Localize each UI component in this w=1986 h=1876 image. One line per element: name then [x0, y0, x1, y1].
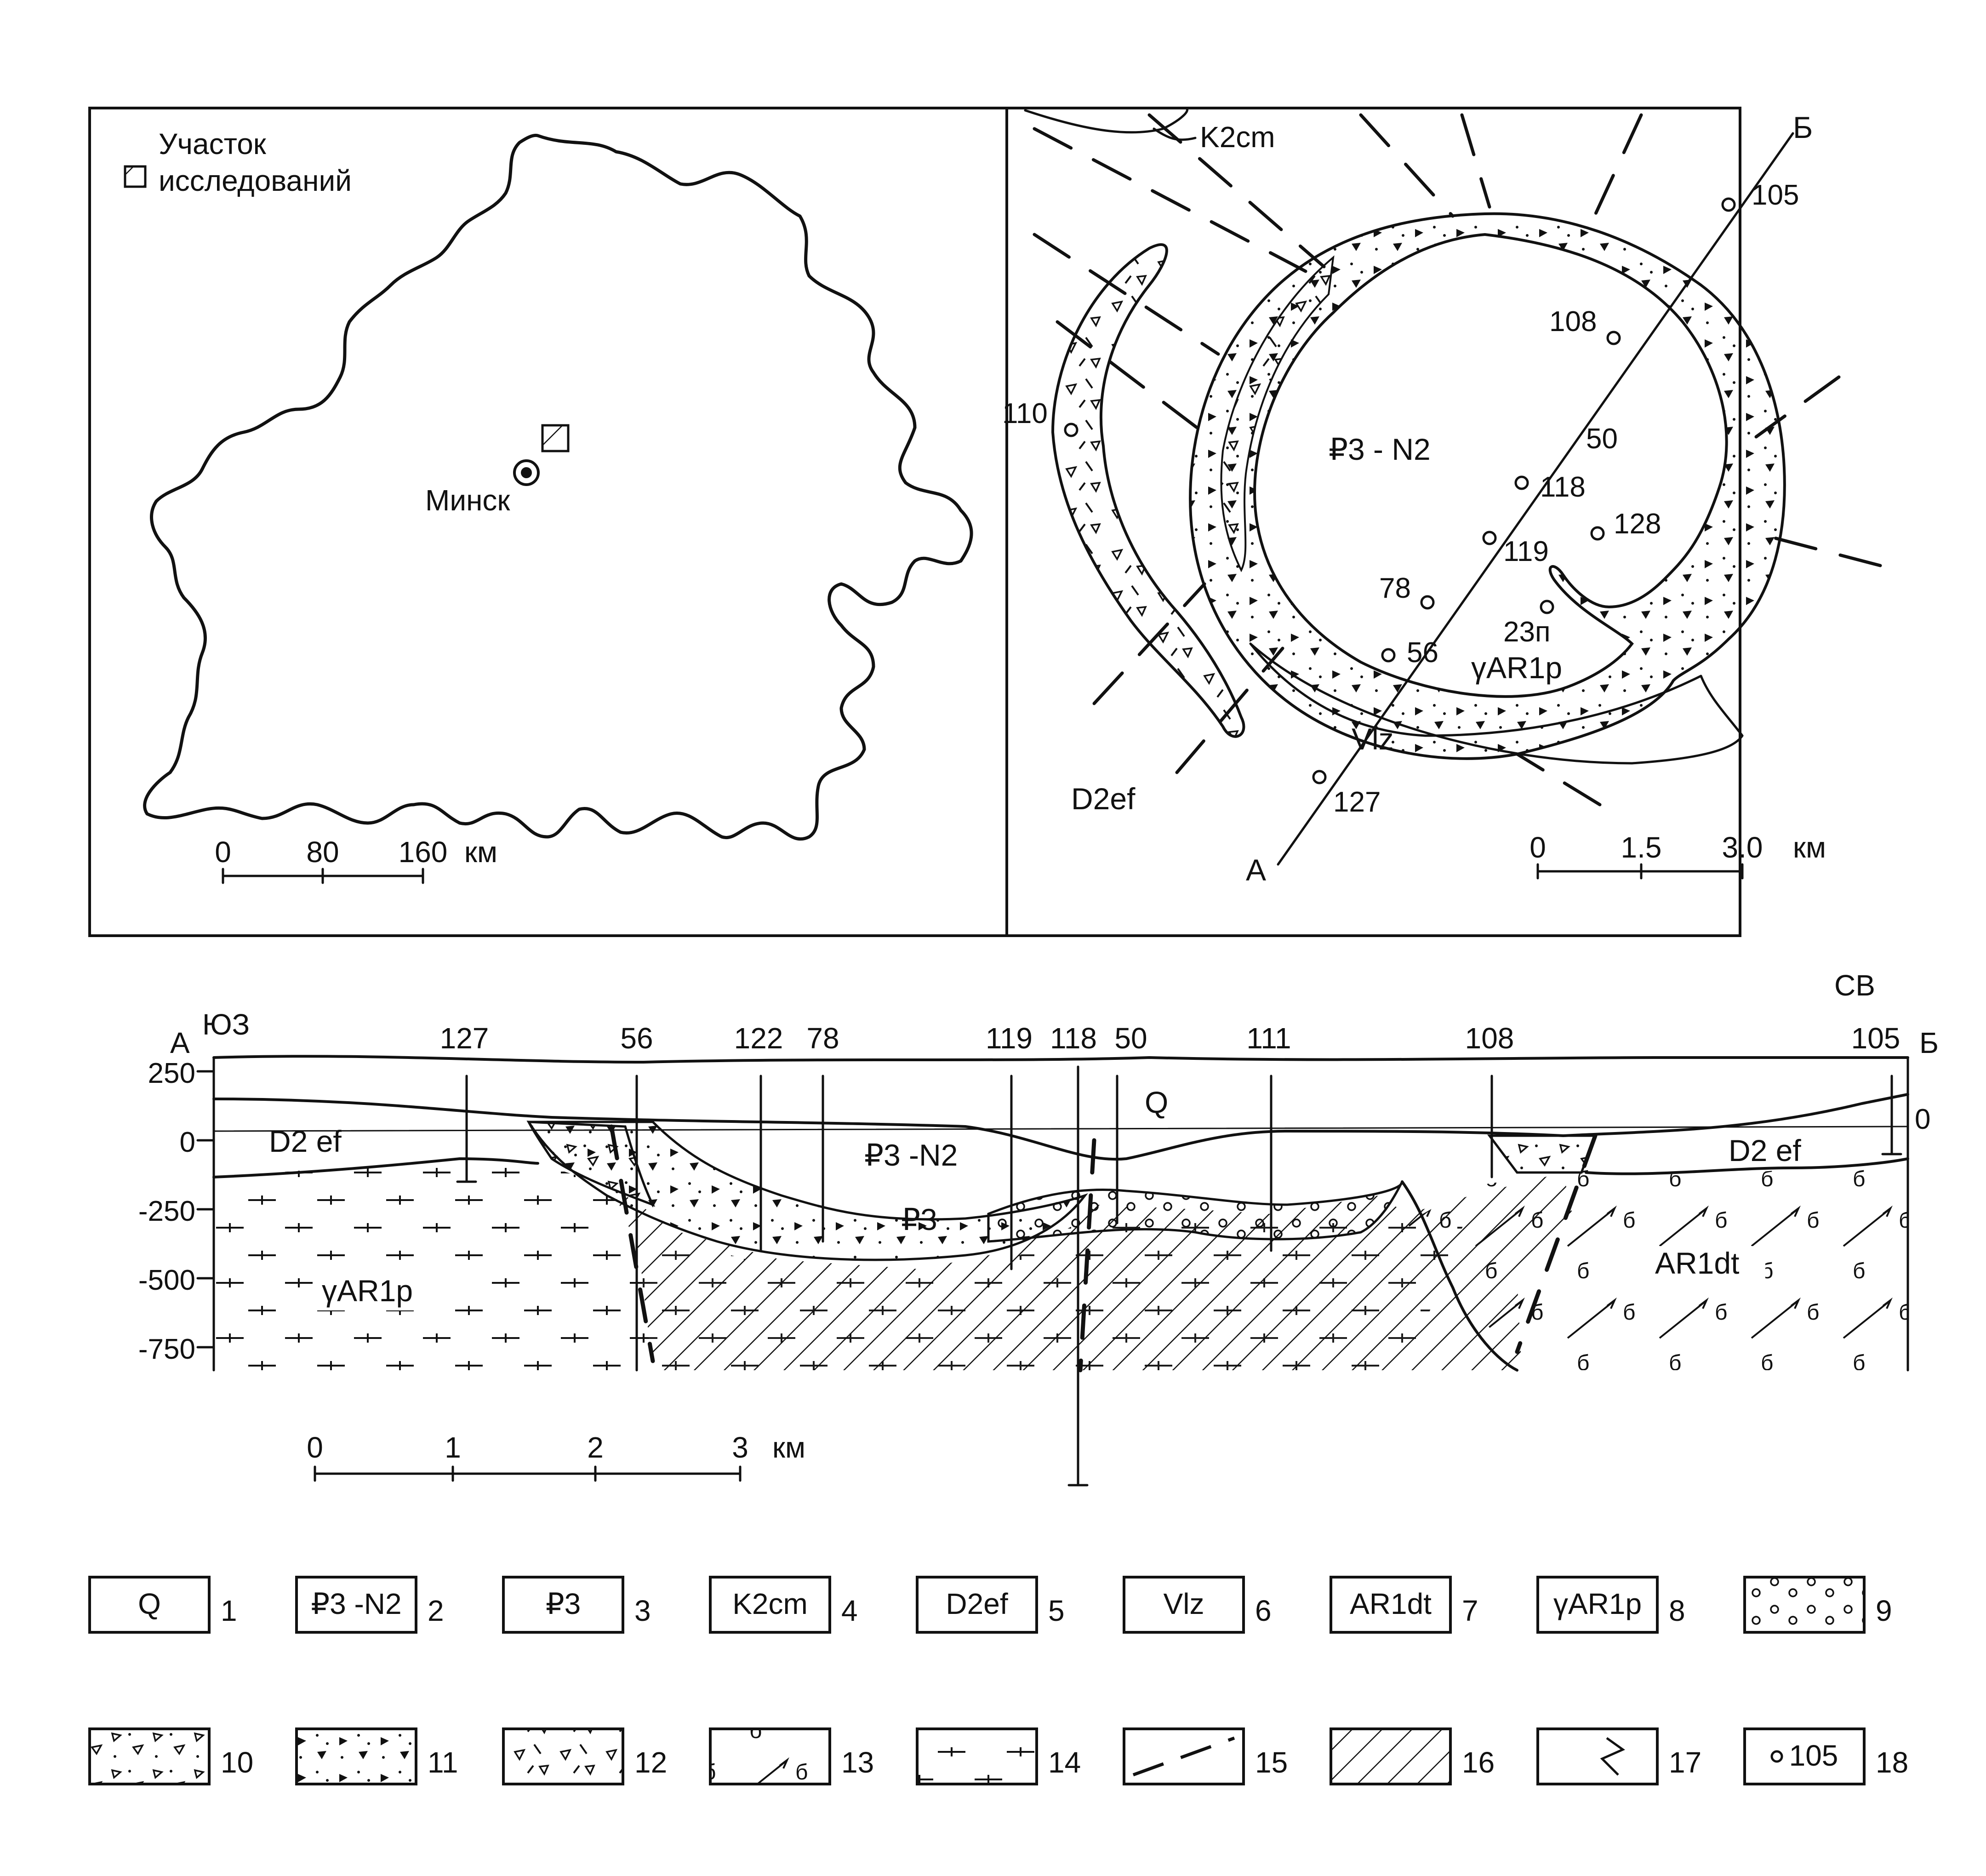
well-marker-56 — [1382, 649, 1394, 661]
legend-label-6: Vlz — [1163, 1587, 1204, 1620]
y-tick-minus-250: -250 — [138, 1195, 195, 1227]
circles-fill — [988, 1182, 1402, 1241]
structure-scale-unit: км — [1793, 831, 1826, 864]
legend-box-9 — [1745, 1577, 1864, 1632]
capital-label: Минск — [425, 484, 510, 517]
gar1p-map-label: γAR1p — [1471, 651, 1563, 685]
legend-number-10: 10 — [221, 1746, 254, 1779]
section-d2ef-right-label: D2 ef — [1729, 1133, 1801, 1167]
legend-label-2: ₽3 -N2 — [311, 1587, 402, 1620]
legend-number-2: 2 — [428, 1594, 444, 1627]
section-well-50: 50 — [1114, 1022, 1147, 1055]
section-well-111: 111 — [1246, 1022, 1291, 1055]
profile-start-label: А — [1246, 853, 1267, 887]
study-area-legend-line1: Участок — [159, 127, 266, 160]
legend-number-11: 11 — [428, 1746, 458, 1779]
legend-number-8: 8 — [1669, 1594, 1685, 1627]
capital-marker-inner — [521, 467, 532, 478]
well-label-118: 118 — [1540, 471, 1586, 503]
legend-box-13 — [710, 1729, 830, 1784]
section-well-labels — [440, 1022, 1900, 1055]
legend-number-15: 15 — [1255, 1746, 1288, 1779]
y-tick-minus-750: -750 — [138, 1333, 195, 1365]
d2ef-map-label: D2ef — [1071, 782, 1136, 816]
overview-scale-tick-80: 80 — [306, 835, 339, 869]
legend-label-4: K2cm — [732, 1587, 808, 1620]
legend-number-5: 5 — [1048, 1594, 1065, 1627]
structure-scale-tick-0: 0 — [1529, 831, 1546, 864]
well-marker-118 — [1516, 477, 1528, 489]
legend-well-symbol — [1772, 1751, 1782, 1762]
well-marker-78 — [1421, 596, 1433, 608]
structure-scale-tick-1-5: 1.5 — [1621, 831, 1662, 864]
section-p3n2-label: ₽3 -N2 — [864, 1138, 958, 1172]
well-marker-110 — [1065, 424, 1077, 436]
section-well-118: 118 — [1050, 1022, 1097, 1055]
legend — [90, 1577, 1908, 1784]
overview-scale-tick-160: 160 — [398, 835, 448, 869]
well-label-78: 78 — [1379, 572, 1411, 604]
section-well-78: 78 — [806, 1022, 839, 1055]
well-label-127: 127 — [1333, 786, 1381, 818]
section-well-108: 108 — [1465, 1022, 1514, 1055]
granite-basement — [214, 1159, 653, 1370]
section-q-label: Q — [1145, 1085, 1169, 1119]
section-scale-bar — [307, 1431, 805, 1481]
legend-number-14: 14 — [1048, 1746, 1081, 1779]
section-scale-tick-1: 1 — [445, 1431, 461, 1464]
structure-scale-bar — [1529, 831, 1826, 878]
section-end-letter: Б — [1919, 1026, 1939, 1059]
well-marker-119 — [1484, 532, 1495, 544]
legend-label-5: D2ef — [946, 1587, 1008, 1620]
y-tick-250: 250 — [148, 1058, 195, 1089]
section-start-direction: ЮЗ — [202, 1008, 250, 1041]
well-label-128: 128 — [1614, 508, 1661, 540]
well-label-56: 56 — [1407, 637, 1438, 669]
section-gar1p-label: γAR1p — [322, 1274, 413, 1308]
legend-box-16 — [1331, 1729, 1450, 1784]
well-marker-23p — [1541, 601, 1553, 613]
legend-number-6: 6 — [1255, 1594, 1272, 1627]
section-start-letter: А — [170, 1026, 190, 1059]
legend-label-3: ₽3 — [545, 1587, 581, 1620]
overview-scale-bar — [215, 835, 497, 883]
right-zero-label: 0 — [1915, 1104, 1931, 1135]
section-end-direction: СВ — [1834, 969, 1875, 1002]
legend-box-11 — [297, 1729, 416, 1784]
ground-surface — [214, 1056, 1908, 1062]
y-tick-minus-500: -500 — [138, 1264, 195, 1296]
legend-box-12 — [503, 1729, 623, 1784]
well-marker-108 — [1608, 332, 1620, 344]
cross-section — [138, 969, 1939, 1485]
legend-label-7: AR1dt — [1350, 1587, 1432, 1620]
legend-number-18: 18 — [1876, 1746, 1909, 1779]
study-area-legend-line2: исследований — [159, 164, 352, 197]
well-label-119: 119 — [1503, 536, 1549, 567]
section-scale-tick-3: 3 — [732, 1431, 748, 1464]
well-label-105: 105 — [1752, 179, 1799, 211]
section-scale-unit: км — [772, 1431, 805, 1464]
legend-box-10 — [90, 1729, 209, 1784]
section-p3-label: ₽3 — [901, 1202, 937, 1236]
legend-number-3: 3 — [634, 1594, 651, 1627]
breccia-wedge-right — [1490, 1136, 1595, 1172]
well-marker-127 — [1313, 771, 1325, 783]
y-tick-0: 0 — [179, 1127, 195, 1158]
country-outline — [145, 135, 971, 839]
well-label-108: 108 — [1549, 306, 1597, 337]
vlz-map-label: Vlz — [1352, 722, 1394, 756]
legend-number-17: 17 — [1669, 1746, 1702, 1779]
section-scale-tick-2: 2 — [587, 1431, 604, 1464]
p3n2-map-label: ₽3 - N2 — [1329, 432, 1431, 466]
section-scale-tick-0: 0 — [307, 1431, 323, 1464]
k2cm-outcrop — [1025, 108, 1187, 132]
legend-number-16: 16 — [1462, 1746, 1495, 1779]
section-ar1dt-label: AR1dt — [1655, 1246, 1740, 1280]
study-area-marker — [542, 425, 568, 451]
legend-label-18: 105 — [1789, 1739, 1838, 1772]
study-area-legend-icon — [125, 166, 145, 187]
legend-number-9: 9 — [1876, 1594, 1892, 1627]
legend-number-12: 12 — [634, 1746, 668, 1779]
legend-box-17 — [1538, 1729, 1657, 1784]
overview-scale-unit: км — [464, 835, 497, 869]
legend-number-4: 4 — [841, 1594, 858, 1627]
profile-end-label: Б — [1793, 110, 1813, 144]
section-well-105: 105 — [1851, 1022, 1900, 1055]
structure-map — [1002, 108, 1880, 887]
section-d2ef-left-label: D2 ef — [269, 1124, 342, 1158]
legend-label-8: γAR1p — [1553, 1587, 1642, 1620]
well-marker-128 — [1592, 527, 1604, 539]
well-label-50: 50 — [1586, 423, 1618, 455]
legend-number-7: 7 — [1462, 1594, 1478, 1627]
legend-number-1: 1 — [221, 1594, 237, 1627]
well-label-23p: 23п — [1503, 616, 1551, 648]
overview-scale-tick-0: 0 — [215, 835, 231, 869]
section-well-122: 122 — [734, 1022, 783, 1055]
structure-scale-tick-3: 3.0 — [1722, 831, 1763, 864]
legend-box-14 — [917, 1729, 1037, 1784]
section-well-127: 127 — [439, 1022, 489, 1055]
section-well-119: 119 — [985, 1022, 1033, 1055]
well-label-110: 110 — [1002, 398, 1048, 429]
legend-label-1: Q — [138, 1587, 161, 1620]
well-marker-105 — [1723, 199, 1735, 211]
overview-map — [125, 127, 971, 883]
section-well-56: 56 — [620, 1022, 653, 1055]
legend-number-13: 13 — [841, 1746, 874, 1779]
k2cm-label: K2cm — [1200, 120, 1275, 154]
